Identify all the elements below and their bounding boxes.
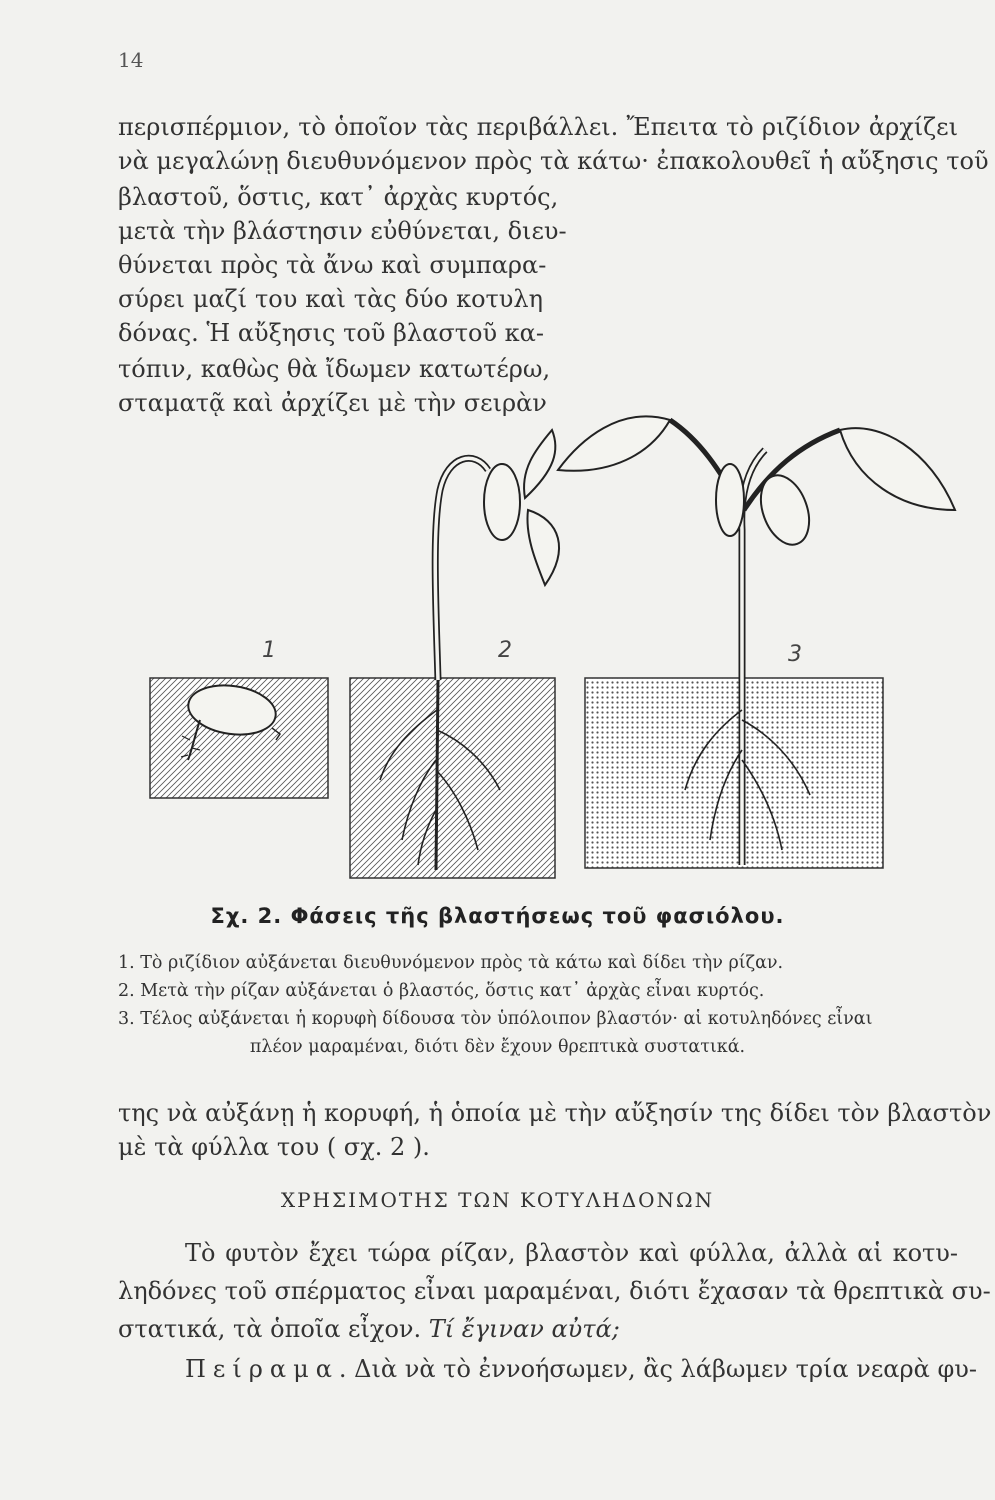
section-heading: ΧΡΗΣΙΜΟΤΗΣ ΤΩΝ ΚΟΤΥΛΗΔΟΝΩΝ — [280, 1188, 715, 1212]
text-line: μετὰ τὴν βλάστησιν εὐθύνεται, διευ- — [118, 217, 567, 245]
caption-line: 2. Μετὰ τὴν ρίζαν αὐξάνεται ὁ βλαστός, ὅστις κατ᾽ ἀρχὰς εἶναι κυρτός. — [118, 981, 765, 1001]
question-text: Τί ἔγιναν αὐτά; — [428, 1315, 620, 1343]
text-line: θύνεται πρὸς τὰ ἄνω καὶ συμπαρα- — [118, 251, 547, 279]
soil-block-1 — [150, 678, 328, 798]
stage-label-2: 2 — [498, 638, 512, 663]
stage-label-1: 1 — [262, 638, 276, 663]
text-fragment: στατικά, τὰ ὁποῖα εἶχον. — [118, 1315, 422, 1343]
text-line: σύρει μαζί του καὶ τὰς δύο κοτυλη — [118, 285, 543, 313]
text-line: σταματᾷ καὶ ἀρχίζει μὲ τὴν σειρὰν — [118, 389, 547, 417]
caption-line: 1. Τὸ ριζίδιον αὐξάνεται διευθυνόμενον πρὸς τὰ κάτω καὶ δίδει τὴν ρίζαν. — [118, 953, 784, 973]
text-line: μὲ τὰ φύλλα του ( σχ. 2 ). — [118, 1133, 430, 1161]
text-line: περισπέρμιον, τὸ ὁποῖον τὰς περιβάλλει. Ἔπειτα τὸ ριζίδιον ἀρχίζει — [118, 113, 958, 141]
experiment-label: Πείραμα — [185, 1355, 339, 1383]
soil-block-3 — [558, 416, 955, 868]
soil-block-2 — [350, 430, 559, 878]
page-number: 14 — [118, 48, 144, 72]
stage-label-3: 3 — [788, 642, 802, 667]
text-line — [118, 1312, 620, 1346]
text-line: τόπιν, καθὼς θὰ ἴδωμεν κατωτέρω, — [118, 355, 551, 383]
caption-line: πλέον μαραμέναι, διότι δὲν ἔχουν θρεπτικὰ συστατικά. — [249, 1037, 746, 1057]
text-line: νὰ μεγαλώνῃ διευθυνόμενον πρὸς τὰ κάτω· ἐπακολουθεῖ ἡ αὔξησις τοῦ — [118, 147, 989, 175]
experiment-text: . Διὰ νὰ τὸ ἐννοήσωμεν, ἂς λάβωμεν τρία νεαρὰ φυ- — [338, 1355, 977, 1383]
figure-caption-title: Σχ. 2. Φάσεις τῆς βλαστήσεως τοῦ φασιόλου. — [210, 904, 785, 928]
text-line: βλαστοῦ, ὅστις, κατ᾽ ἀρχὰς κυρτός, — [118, 183, 559, 211]
text-line: Τὸ φυτὸν ἔχει τώρα ρίζαν, βλαστὸν καὶ φύλλα, ἀλλὰ αἱ κοτυ- — [185, 1239, 958, 1267]
caption-line: 3. Τέλος αὐξάνεται ἡ κορυφὴ δίδουσα τὸν ὑπόλοιπον βλαστόν· αἱ κοτυληδόνες εἶναι — [118, 1009, 873, 1029]
germination-figure — [140, 410, 960, 910]
text-line — [185, 1352, 977, 1386]
text-line: ληδόνες τοῦ σπέρματος εἶναι μαραμέναι, διότι ἔχασαν τὰ θρεπτικὰ συ- — [118, 1277, 991, 1305]
text-line: της νὰ αὐξάνῃ ἡ κορυφή, ἡ ὁποία μὲ τὴν αὔξησίν της δίδει τὸν βλαστὸν — [118, 1099, 992, 1127]
text-line: δόνας. Ἡ αὔξησις τοῦ βλαστοῦ κα- — [118, 319, 544, 347]
